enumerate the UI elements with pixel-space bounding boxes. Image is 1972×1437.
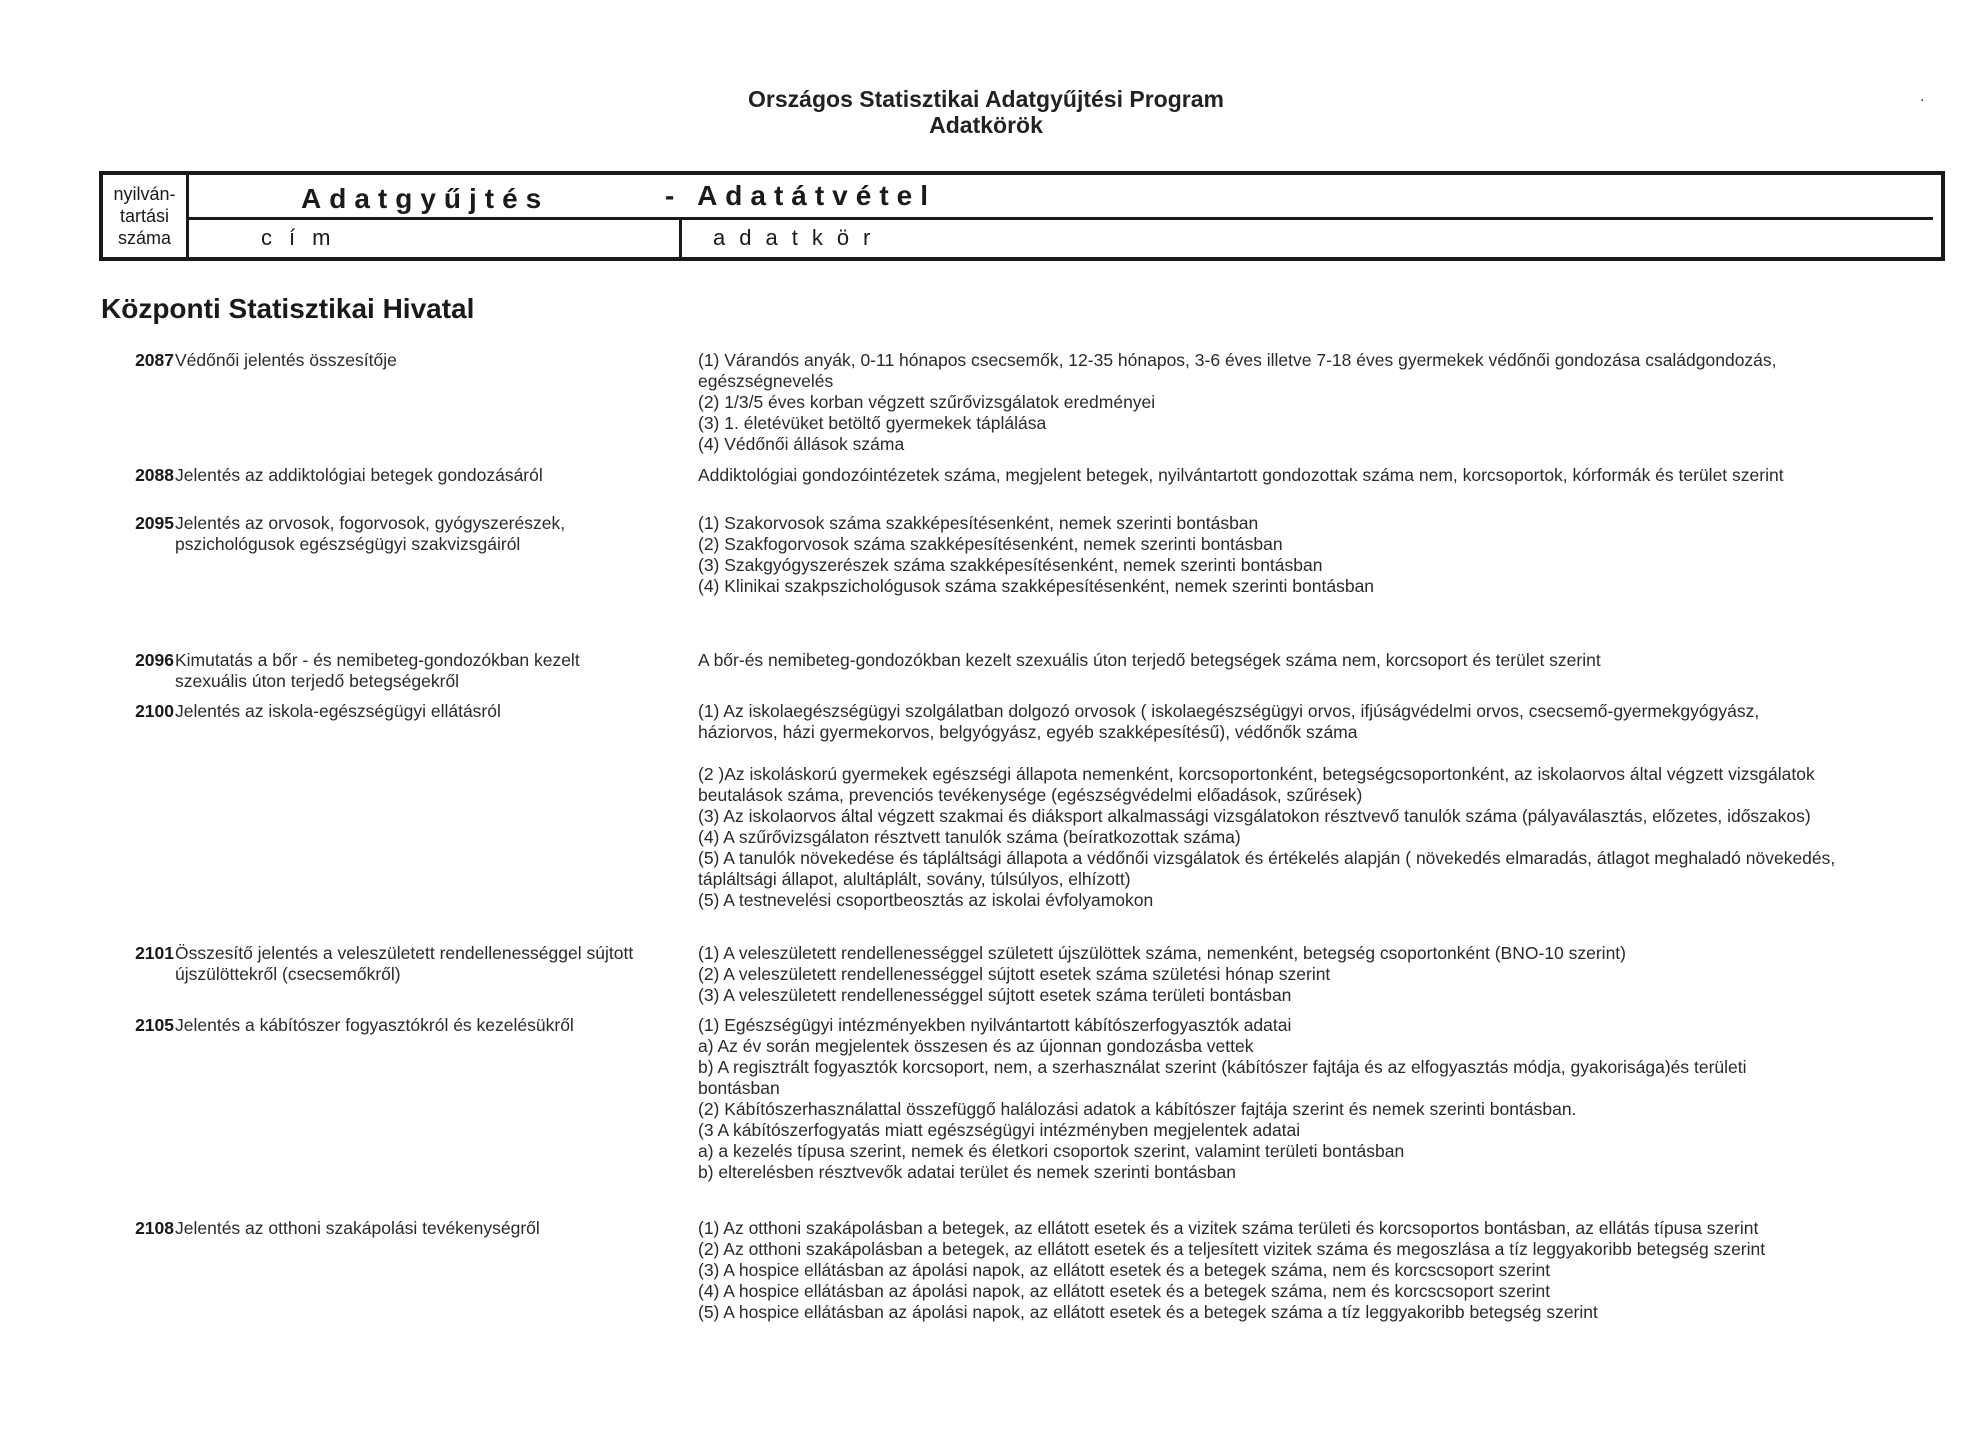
entry-title-line: Jelentés az orvosok, fogorvosok, gyógyszerészek,	[175, 513, 566, 533]
entry-data-line: (4) Klinikai szakpszichológusok száma szakképesítésenként, nemek szerinti bontásban	[698, 576, 1375, 596]
entry-title	[175, 650, 675, 692]
entry-number: 2095	[135, 513, 174, 533]
header-horizontal-divider	[189, 217, 1933, 220]
entry-data-line: a) Az év során megjelentek összesen és az újonnan gondozásba vettek	[698, 1036, 1254, 1056]
entry-data-line: háziorvos, házi gyermekorvos, belgyógyász, egyéb szakképesítésű), védőnők száma	[698, 722, 1358, 742]
entry-data-line	[698, 743, 1923, 764]
entry-title	[175, 465, 675, 486]
registration-number-header-line2: tartási	[119, 206, 170, 226]
entry-data-line: (1) Az iskolaegészségügyi szolgálatban dolgozó orvosok ( iskolaegészségügyi orvos, ifjúságvédelmi orvos, csecsemő-gyermekgyógyász,	[698, 701, 1760, 721]
entry-title-line: Összesítő jelentés a veleszületett rendellenességgel sújtott	[175, 943, 634, 963]
entry-data-line: b) elterelésben résztvevők adatai terület és nemek szerinti bontásban	[698, 1162, 1236, 1182]
entry-title-line: újszülöttekről (csecsemőkről)	[175, 964, 401, 984]
entry-data-line: (2 )Az iskoláskorú gyermekek egészségi állapota nemenként, korcsoportonként, betegségcsoportonként, az iskolaorvos által végzett vizsgálatok	[698, 764, 1815, 784]
table-header-box	[99, 171, 1945, 261]
entry-data-line: (2) Az otthoni szakápolásban a betegek, az ellátott esetek és a teljesített vizitek száma és megoszlása a tíz leggyakoribb betegség szerint	[698, 1239, 1766, 1259]
entry-data-line: a) a kezelés típusa szerint, nemek és életkori csoportok szerint, valamint területi bontásban	[698, 1141, 1405, 1161]
entry-data-line: (1) Szakorvosok száma szakképesítésenként, nemek szerinti bontásban	[698, 513, 1259, 533]
entry-data-scope	[698, 465, 1923, 486]
entry-number: 2108	[135, 1218, 174, 1238]
entry-title-line: Jelentés az otthoni szakápolási tevékenységről	[175, 1218, 540, 1238]
entry-title-line: Jelentés az iskola-egészségügyi ellátásról	[175, 701, 501, 721]
entry-data-scope	[698, 1015, 1923, 1183]
entry-data-line: (1) A veleszületett rendellenességgel született újszülöttek száma, nemenként, betegség csoportonként (BNO-10 szerint)	[698, 943, 1626, 963]
header-vertical-divider	[679, 217, 682, 257]
entry-data-line: (2) Kábítószerhasználattal összefüggő halálozási adatok a kábítószer fajtája szerint és nemek szerinti bontásban.	[698, 1099, 1577, 1119]
entry-data-line: (3) A veleszületett rendellenességgel sújtott esetek száma területi bontásban	[698, 985, 1292, 1005]
entry-title	[175, 1218, 675, 1239]
entry-title-line: pszichológusok egészségügyi szakvizsgáiról	[175, 534, 521, 554]
document-title-line1: Országos Statisztikai Adatgyűjtési Program	[748, 86, 1224, 112]
entry-data-line: (5) A hospice ellátásban az ápolási napok, az ellátott esetek és a betegek száma a tíz leggyakoribb betegség szerint	[698, 1302, 1598, 1322]
entry-data-line: (1) Várandós anyák, 0-11 hónapos csecsemők, 12-35 hónapos, 3-6 éves illetve 7-18 éves gyermekek védőnői gondozása családgondozás,	[698, 350, 1777, 370]
registration-number-header	[103, 175, 189, 257]
entry-data-line: egészségnevelés	[698, 371, 834, 391]
entry-data-line: Addiktológiai gondozóintézetek száma, megjelent betegek, nyilvántartott gondozottak száma nem, korcsoportok, kórformák és terület szerint	[698, 465, 1784, 485]
registration-number-header-line1: nyilván-	[113, 184, 176, 204]
adatatvetel-heading: - Adatátvétel	[665, 180, 937, 211]
entry-data-scope	[698, 943, 1923, 1006]
entry-data-line: (3) Szakgyógyszerészek száma szakképesítésenként, nemek szerinti bontásban	[698, 555, 1323, 575]
entry-number: 2087	[135, 350, 174, 370]
entry-number: 2101	[135, 943, 174, 963]
entry-number: 2088	[135, 465, 174, 485]
entry-data-line: b) A regisztrált fogyasztók korcsoport, nem, a szerhasználat szerint (kábítószer fajtája és az elfogyasztás módja, gyakorisága)és területi	[698, 1057, 1747, 1077]
entry-data-line: beutalások száma, prevenciós tevékenysége (egészségvédelmi előadások, szűrések)	[698, 785, 1363, 805]
entry-data-line: (3) Az iskolaorvos által végzett szakmai és diáksport alkalmassági vizsgálatokon résztvevő tanulók száma (pályaválasztás, előzetes, időszakos)	[698, 806, 1811, 826]
entry-title-line: Védőnői jelentés összesítője	[175, 350, 397, 370]
entry-data-line: (2) A veleszületett rendellenességgel sújtott esetek száma születési hónap szerint	[698, 964, 1331, 984]
section-title: Központi Statisztikai Hivatal	[101, 293, 475, 324]
corner-mark: .	[1920, 88, 1925, 105]
entry-data-line: bontásban	[698, 1078, 780, 1098]
entry-data-line: tápláltsági állapot, alultáplált, sovány, túlsúlyos, elhízott)	[698, 869, 1131, 889]
document-title-line2: Adatkörök	[929, 112, 1043, 138]
entry-number: 2100	[135, 701, 174, 721]
entry-data-scope	[698, 513, 1923, 597]
entry-data-scope	[698, 350, 1923, 455]
entry-number: 2105	[135, 1015, 174, 1035]
entry-title-line: Jelentés a kábítószer fogyasztókról és kezelésükről	[175, 1015, 574, 1035]
adatgyujtes-heading: Adatgyűjtés	[301, 183, 550, 214]
entry-title	[175, 943, 675, 985]
entry-title	[175, 513, 675, 555]
entry-data-line: (4) Védőnői állások száma	[698, 434, 905, 454]
entry-title	[175, 1015, 675, 1036]
entry-title	[175, 350, 675, 371]
entry-data-line: (1) Az otthoni szakápolásban a betegek, az ellátott esetek és a vizitek száma területi és korcsoportos bontásban, az ellátás típusa szerint	[698, 1218, 1759, 1238]
entry-data-line: (3) A hospice ellátásban az ápolási napok, az ellátott esetek és a betegek száma, nem és korcscsoport szerint	[698, 1260, 1551, 1280]
entry-data-scope	[698, 1218, 1923, 1323]
adatkor-heading: adatkör	[713, 225, 885, 250]
entry-data-line: (2) Szakfogorvosok száma szakképesítésenként, nemek szerinti bontásban	[698, 534, 1283, 554]
entry-data-line: (4) A hospice ellátásban az ápolási napok, az ellátott esetek és a betegek száma, nem és korcscsoport szerint	[698, 1281, 1551, 1301]
entry-data-line: (4) A szűrővizsgálaton résztvett tanulók száma (beíratkozottak száma)	[698, 827, 1241, 847]
entry-data-scope	[698, 650, 1923, 671]
entry-title-line: Kimutatás a bőr - és nemibeteg-gondozókban kezelt	[175, 650, 580, 670]
entry-data-line: (5) A tanulók növekedése és tápláltsági állapota a védőnői vizsgálatok és értékelés alapján ( növekedés elmaradás, átlagot meghaladó növekedés,	[698, 848, 1836, 868]
entry-title-line: szexuális úton terjedő betegségekről	[175, 671, 460, 691]
registration-number-header-line3: száma	[117, 228, 171, 248]
entry-data-scope	[698, 701, 1923, 911]
entry-title-line: Jelentés az addiktológiai betegek gondozásáról	[175, 465, 543, 485]
document-title	[0, 86, 1972, 138]
entry-data-line: (3 A kábítószerfogyatás miatt egészségügyi intézményben megjelentek adatai	[698, 1120, 1301, 1140]
entry-data-line: (3) 1. életévüket betöltő gyermekek táplálása	[698, 413, 1047, 433]
entry-title	[175, 701, 675, 722]
entry-data-line: (2) 1/3/5 éves korban végzett szűrővizsgálatok eredményei	[698, 392, 1156, 412]
entry-data-line: A bőr-és nemibeteg-gondozókban kezelt szexuális úton terjedő betegségek száma nem, korcsoport és terület szerint	[698, 650, 1601, 670]
entry-data-line: (1) Egészségügyi intézményekben nyilvántartott kábítószerfogyasztók adatai	[698, 1015, 1292, 1035]
cim-heading: cím	[261, 225, 348, 250]
entry-data-line: (5) A testnevelési csoportbeosztás az iskolai évfolyamokon	[698, 890, 1154, 910]
entry-number: 2096	[135, 650, 174, 670]
